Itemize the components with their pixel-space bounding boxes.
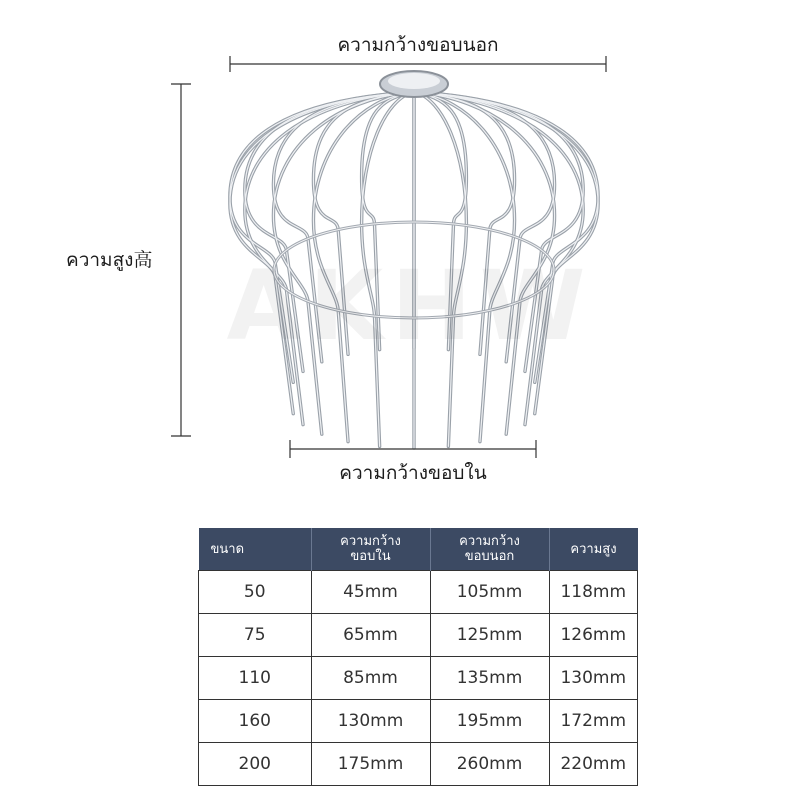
cell-inner-width: 130mm: [311, 700, 430, 743]
cell-size: 75: [199, 614, 312, 657]
size-table-header: [199, 528, 638, 571]
height-label: ความสูง高: [66, 249, 153, 271]
cell-height: 126mm: [549, 614, 638, 657]
table-row: [199, 743, 638, 786]
cell-size: 200: [199, 743, 312, 786]
cell-outer-width: 105mm: [430, 571, 549, 614]
cell-height: 220mm: [549, 743, 638, 786]
table-row: [199, 571, 638, 614]
header-size: ขนาด: [199, 528, 312, 571]
cell-outer-width: 125mm: [430, 614, 549, 657]
cell-size: 110: [199, 657, 312, 700]
cell-outer-width: 260mm: [430, 743, 549, 786]
cell-height: 130mm: [549, 657, 638, 700]
header-height: ความสูง: [549, 528, 638, 571]
cell-inner-width: 85mm: [311, 657, 430, 700]
header-inner-width: ความกว้าง ขอบใน: [311, 528, 430, 571]
inner-width-label: ความกว้างขอบใน: [339, 462, 487, 484]
cell-inner-width: 175mm: [311, 743, 430, 786]
cell-height: 118mm: [549, 571, 638, 614]
watermark: AKHW: [226, 250, 594, 362]
height-dimension-line: [171, 84, 191, 436]
cell-size: 160: [199, 700, 312, 743]
table-row: [199, 614, 638, 657]
cell-inner-width: 65mm: [311, 614, 430, 657]
cell-outer-width: 195mm: [430, 700, 549, 743]
cell-outer-width: 135mm: [430, 657, 549, 700]
table-row: [199, 657, 638, 700]
cell-inner-width: 45mm: [311, 571, 430, 614]
cell-size: 50: [199, 571, 312, 614]
table-row: [199, 700, 638, 743]
size-table: [198, 528, 638, 786]
header-outer-width: ความกว้าง ขอบนอก: [430, 528, 549, 571]
outer-width-label: ความกว้างขอบนอก: [337, 34, 499, 56]
cell-height: 172mm: [549, 700, 638, 743]
